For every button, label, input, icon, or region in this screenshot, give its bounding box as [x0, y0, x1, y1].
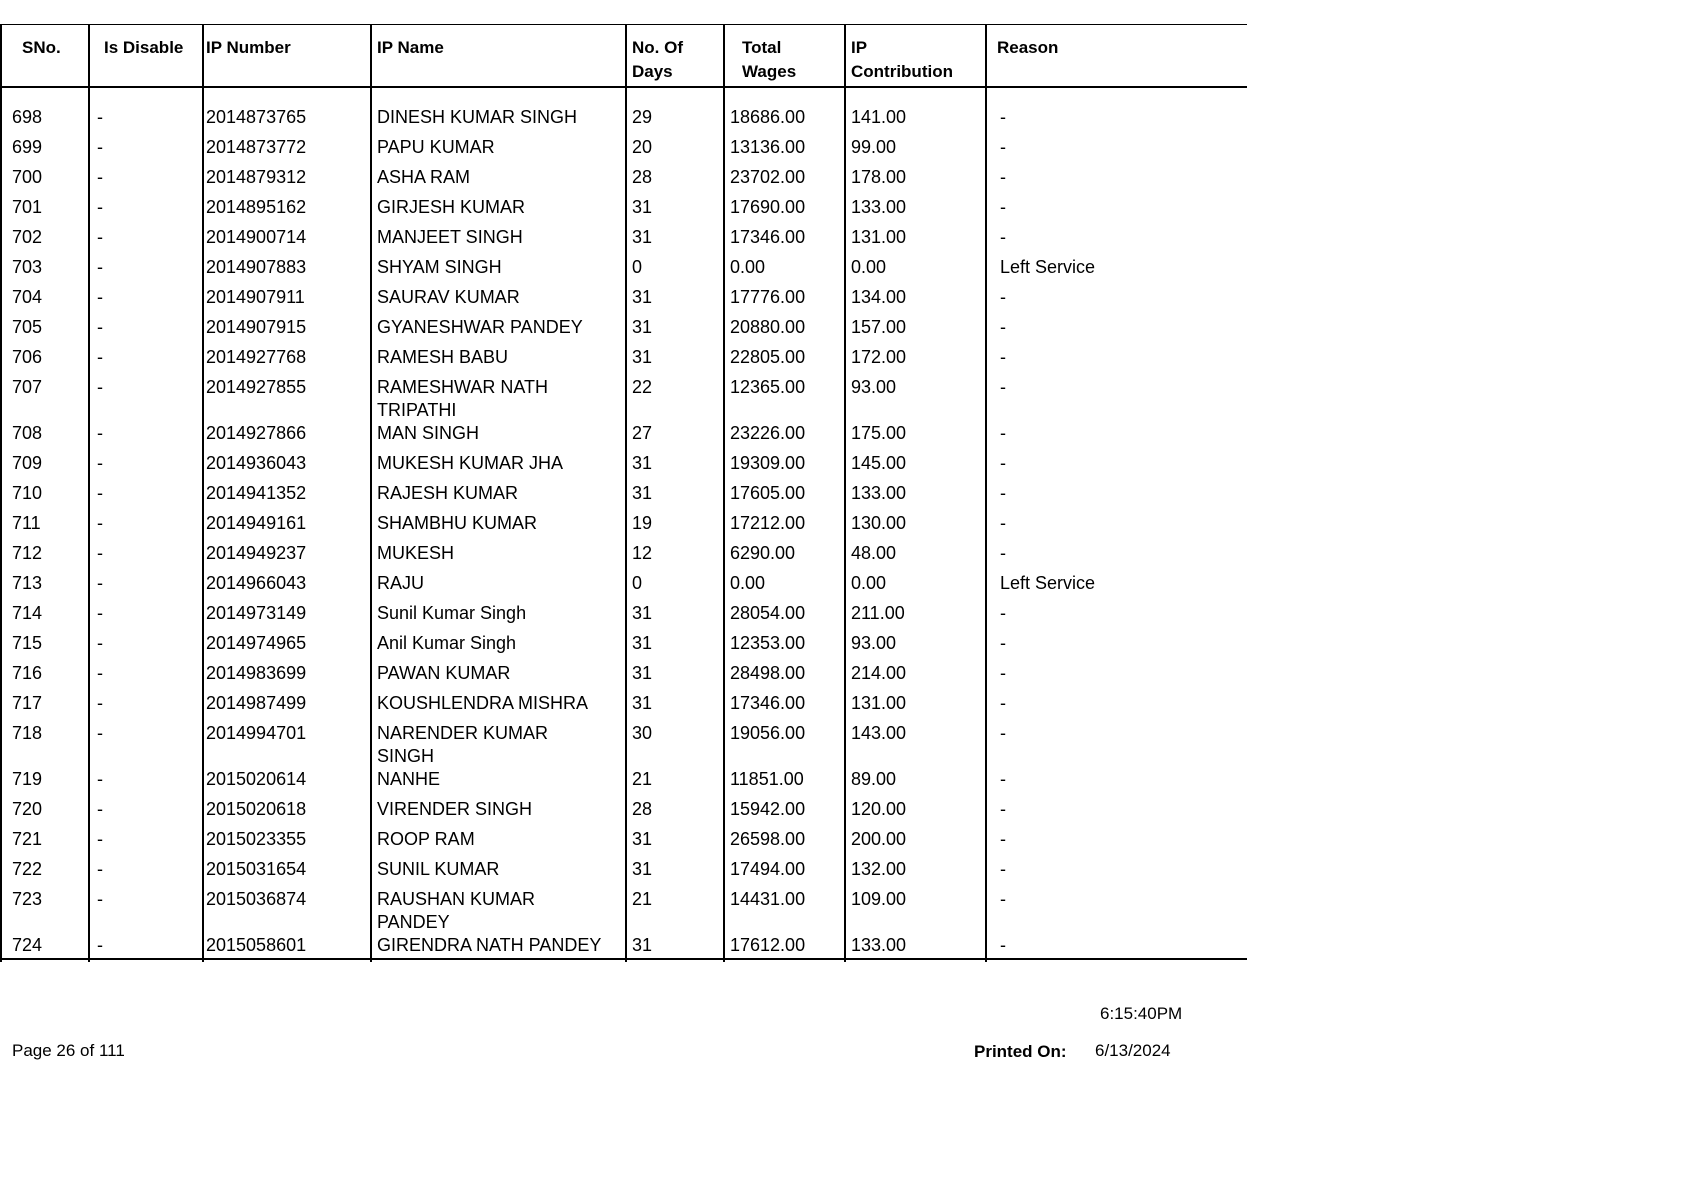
cell-reason: Left Service — [1000, 573, 1096, 593]
header-bottom-rule — [0, 86, 1247, 88]
print-time: 6:15:40PM — [1100, 1004, 1183, 1023]
cell-no-of-days: 22 — [632, 377, 653, 397]
cell-ip-contribution: 0.00 — [851, 573, 887, 593]
cell-reason: - — [1000, 633, 1006, 653]
cell-no-of-days: 31 — [632, 859, 653, 879]
cell-ip-contribution: 211.00 — [851, 603, 905, 623]
cell-total-wages: 17346.00 — [730, 693, 806, 713]
cell-total-wages: 0.00 — [730, 573, 766, 593]
cell-sno: 709 — [12, 453, 43, 473]
cell-ip-number: 2014879312 — [206, 167, 307, 187]
cell-ip-name: Anil Kumar Singh — [377, 633, 517, 653]
cell-ip-number: 2015020614 — [206, 769, 307, 789]
cell-total-wages: 26598.00 — [730, 829, 806, 849]
cell-reason: - — [1000, 769, 1006, 789]
cell-total-wages: 14431.00 — [730, 889, 806, 909]
cell-is-disable: - — [97, 377, 103, 397]
cell-ip-contribution: 134.00 — [851, 287, 907, 307]
cell-ip-number: 2014973149 — [206, 603, 307, 623]
cell-is-disable: - — [97, 859, 103, 879]
cell-sno: 724 — [12, 935, 43, 955]
cell-ip-number: 2014907911 — [206, 287, 305, 307]
cell-is-disable: - — [97, 167, 103, 187]
cell-reason: - — [1000, 483, 1006, 503]
cell-sno: 700 — [12, 167, 43, 187]
cell-no-of-days: 31 — [632, 453, 653, 473]
cell-ip-number: 2014949161 — [206, 513, 307, 533]
cell-no-of-days: 31 — [632, 287, 653, 307]
cell-reason: - — [1000, 197, 1006, 217]
cell-ip-name: SHYAM SINGH — [377, 257, 502, 277]
cell-total-wages: 11851.00 — [730, 769, 804, 789]
cell-ip-number: 2014983699 — [206, 663, 307, 683]
cell-is-disable: - — [97, 227, 103, 247]
column-divider — [88, 24, 90, 962]
cell-no-of-days: 31 — [632, 935, 653, 955]
cell-ip-contribution: 48.00 — [851, 543, 897, 563]
header-no-of-days — [632, 36, 683, 84]
cell-is-disable: - — [97, 603, 103, 623]
cell-ip-number: 2014941352 — [206, 483, 307, 503]
cell-ip-number: 2014927855 — [206, 377, 307, 397]
cell-total-wages: 23702.00 — [730, 167, 806, 187]
cell-ip-number: 2014974965 — [206, 633, 307, 653]
cell-ip-contribution: 133.00 — [851, 935, 907, 955]
column-divider — [202, 24, 204, 962]
cell-is-disable: - — [97, 137, 103, 157]
cell-no-of-days: 29 — [632, 107, 653, 127]
cell-no-of-days: 31 — [632, 829, 653, 849]
cell-no-of-days: 31 — [632, 197, 653, 217]
cell-is-disable: - — [97, 935, 103, 955]
cell-ip-name: MUKESH — [377, 543, 455, 563]
cell-is-disable: - — [97, 257, 103, 277]
header-sno: SNo. — [22, 38, 61, 57]
printed-on-date: 6/13/2024 — [1095, 1041, 1171, 1060]
cell-reason: - — [1000, 317, 1006, 337]
cell-sno: 703 — [12, 257, 43, 277]
cell-no-of-days: 20 — [632, 137, 653, 157]
cell-ip-number: 2014994701 — [206, 723, 307, 743]
cell-no-of-days: 31 — [632, 603, 653, 623]
cell-sno: 719 — [12, 769, 43, 789]
cell-ip-number: 2014936043 — [206, 453, 307, 473]
cell-ip-name: VIRENDER SINGH — [377, 799, 533, 819]
cell-ip-contribution: 145.00 — [851, 453, 907, 473]
cell-total-wages: 0.00 — [730, 257, 766, 277]
cell-ip-number: 2015031654 — [206, 859, 307, 879]
cell-is-disable: - — [97, 317, 103, 337]
cell-ip-name: RAMESH BABU — [377, 347, 509, 367]
cell-sno: 705 — [12, 317, 43, 337]
cell-ip-number: 2014966043 — [206, 573, 307, 593]
cell-is-disable: - — [97, 663, 103, 683]
cell-ip-name: GIRJESH KUMAR — [377, 197, 526, 217]
cell-sno: 710 — [12, 483, 43, 503]
cell-ip-name: MANJEET SINGH — [377, 227, 523, 247]
cell-ip-contribution: 130.00 — [851, 513, 907, 533]
column-divider — [625, 24, 627, 962]
cell-ip-number: 2014927866 — [206, 423, 307, 443]
cell-sno: 718 — [12, 723, 43, 743]
cell-reason: - — [1000, 859, 1006, 879]
cell-reason: - — [1000, 347, 1006, 367]
cell-ip-contribution: 89.00 — [851, 769, 897, 789]
cell-ip-number: 2015036874 — [206, 889, 307, 909]
cell-reason: - — [1000, 723, 1006, 743]
header-ip-contribution-line1: IP — [851, 38, 868, 57]
cell-is-disable: - — [97, 197, 103, 217]
cell-is-disable: - — [97, 423, 103, 443]
column-divider — [985, 24, 987, 962]
cell-reason: - — [1000, 107, 1006, 127]
cell-reason: - — [1000, 603, 1006, 623]
cell-total-wages: 17212.00 — [730, 513, 806, 533]
cell-sno: 715 — [12, 633, 43, 653]
cell-ip-contribution: 132.00 — [851, 859, 907, 879]
cell-total-wages: 17776.00 — [730, 287, 806, 307]
cell-ip-name: SAURAV KUMAR — [377, 287, 520, 307]
cell-ip-name: RAUSHAN KUMAR PANDEY — [377, 889, 536, 932]
cell-is-disable: - — [97, 107, 103, 127]
cell-ip-number: 2015058601 — [206, 935, 307, 955]
cell-sno: 701 — [12, 197, 43, 217]
cell-is-disable: - — [97, 829, 103, 849]
cell-is-disable: - — [97, 723, 103, 743]
cell-ip-number: 2014927768 — [206, 347, 307, 367]
cell-ip-contribution: 93.00 — [851, 633, 897, 653]
cell-total-wages: 17346.00 — [730, 227, 806, 247]
cell-sno: 711 — [12, 513, 41, 533]
cell-no-of-days: 31 — [632, 663, 653, 683]
cell-sno: 712 — [12, 543, 43, 563]
cell-ip-contribution: 178.00 — [851, 167, 907, 187]
cell-is-disable: - — [97, 889, 103, 909]
cell-no-of-days: 28 — [632, 799, 653, 819]
cell-ip-name: Sunil Kumar Singh — [377, 603, 527, 623]
cell-is-disable: - — [97, 453, 103, 473]
cell-reason: - — [1000, 513, 1006, 533]
cell-is-disable: - — [97, 483, 103, 503]
cell-ip-contribution: 131.00 — [851, 693, 907, 713]
cell-reason: - — [1000, 423, 1006, 443]
cell-ip-contribution: 99.00 — [851, 137, 897, 157]
cell-ip-name: PAWAN KUMAR — [377, 663, 511, 683]
cell-ip-contribution: 133.00 — [851, 483, 907, 503]
cell-sno: 702 — [12, 227, 43, 247]
cell-total-wages: 17690.00 — [730, 197, 806, 217]
cell-ip-number: 2014907915 — [206, 317, 307, 337]
cell-no-of-days: 21 — [632, 889, 653, 909]
cell-total-wages: 19309.00 — [730, 453, 806, 473]
cell-ip-name: PAPU KUMAR — [377, 137, 495, 157]
cell-ip-name: NANHE — [377, 769, 441, 789]
header-total-wages — [742, 36, 796, 84]
cell-ip-name: MUKESH KUMAR JHA — [377, 453, 564, 473]
cell-ip-name: GYANESHWAR PANDEY — [377, 317, 583, 337]
cell-ip-number: 2015020618 — [206, 799, 307, 819]
cell-reason: Left Service — [1000, 257, 1096, 277]
cell-ip-name: ASHA RAM — [377, 167, 471, 187]
cell-is-disable: - — [97, 693, 103, 713]
header-ip-name: IP Name — [377, 38, 444, 57]
cell-reason: - — [1000, 287, 1006, 307]
cell-no-of-days: 28 — [632, 167, 653, 187]
cell-reason: - — [1000, 935, 1006, 955]
cell-ip-name: GIRENDRA NATH PANDEY — [377, 935, 602, 955]
cell-ip-contribution: 200.00 — [851, 829, 907, 849]
cell-ip-contribution: 131.00 — [851, 227, 907, 247]
cell-reason: - — [1000, 799, 1006, 819]
cell-sno: 699 — [12, 137, 43, 157]
header-reason: Reason — [997, 38, 1059, 57]
cell-ip-contribution: 157.00 — [851, 317, 907, 337]
cell-ip-contribution: 120.00 — [851, 799, 907, 819]
cell-ip-name: NARENDER KUMAR SINGH — [377, 723, 549, 766]
cell-ip-name: RAMESHWAR NATH TRIPATHI — [377, 377, 548, 420]
cell-total-wages: 28498.00 — [730, 663, 806, 683]
cell-reason: - — [1000, 227, 1006, 247]
cell-ip-number: 2014987499 — [206, 693, 307, 713]
cell-ip-contribution: 175.00 — [851, 423, 907, 443]
header-ip-number: IP Number — [206, 38, 291, 57]
cell-ip-name: SUNIL KUMAR — [377, 859, 500, 879]
cell-ip-name: SHAMBHU KUMAR — [377, 513, 538, 533]
header-total-wages-line1: Total — [742, 38, 782, 57]
cell-sno: 721 — [12, 829, 43, 849]
cell-sno: 698 — [12, 107, 43, 127]
cell-sno: 720 — [12, 799, 43, 819]
header-is-disable: Is Disable — [104, 38, 184, 57]
cell-ip-number: 2015023355 — [206, 829, 307, 849]
cell-reason: - — [1000, 889, 1006, 909]
cell-ip-contribution: 109.00 — [851, 889, 907, 909]
column-divider — [370, 24, 372, 962]
cell-sno: 704 — [12, 287, 43, 307]
cell-is-disable: - — [97, 287, 103, 307]
header-ip-contribution — [851, 36, 953, 84]
cell-is-disable: - — [97, 633, 103, 653]
cell-reason: - — [1000, 167, 1006, 187]
cell-no-of-days: 31 — [632, 483, 653, 503]
cell-reason: - — [1000, 543, 1006, 563]
cell-ip-number: 2014895162 — [206, 197, 307, 217]
cell-ip-name: KOUSHLENDRA MISHRA — [377, 693, 589, 713]
cell-total-wages: 19056.00 — [730, 723, 806, 743]
cell-ip-contribution: 214.00 — [851, 663, 907, 683]
cell-total-wages: 18686.00 — [730, 107, 806, 127]
cell-ip-name: RAJESH KUMAR — [377, 483, 519, 503]
cell-sno: 717 — [12, 693, 43, 713]
cell-ip-number: 2014873765 — [206, 107, 307, 127]
cell-total-wages: 22805.00 — [730, 347, 806, 367]
cell-is-disable: - — [97, 769, 103, 789]
column-divider — [844, 24, 846, 962]
cell-total-wages: 23226.00 — [730, 423, 806, 443]
cell-ip-name: RAJU — [377, 573, 425, 593]
cell-ip-number: 2014873772 — [206, 137, 307, 157]
cell-no-of-days: 19 — [632, 513, 653, 533]
cell-reason: - — [1000, 377, 1006, 397]
cell-is-disable: - — [97, 573, 103, 593]
cell-ip-name: DINESH KUMAR SINGH — [377, 107, 578, 127]
cell-reason: - — [1000, 829, 1006, 849]
cell-sno: 713 — [12, 573, 43, 593]
header-ip-contribution-line2: Contribution — [851, 62, 953, 81]
cell-ip-contribution: 172.00 — [851, 347, 907, 367]
cell-reason: - — [1000, 137, 1006, 157]
cell-sno: 714 — [12, 603, 43, 623]
cell-no-of-days: 21 — [632, 769, 653, 789]
column-divider — [723, 24, 725, 962]
cell-total-wages: 12353.00 — [730, 633, 806, 653]
table-bottom-rule — [0, 958, 1247, 960]
cell-total-wages: 17612.00 — [730, 935, 806, 955]
cell-ip-name: ROOP RAM — [377, 829, 475, 849]
cell-ip-number: 2014949237 — [206, 543, 307, 563]
cell-is-disable: - — [97, 513, 103, 533]
cell-total-wages: 28054.00 — [730, 603, 806, 623]
header-no-of-days-line2: Days — [632, 62, 673, 81]
cell-total-wages: 17494.00 — [730, 859, 806, 879]
cell-total-wages: 13136.00 — [730, 137, 806, 157]
cell-no-of-days: 31 — [632, 317, 653, 337]
cell-sno: 707 — [12, 377, 43, 397]
cell-total-wages: 15942.00 — [730, 799, 806, 819]
cell-no-of-days: 31 — [632, 227, 653, 247]
cell-ip-number: 2014907883 — [206, 257, 307, 277]
cell-ip-contribution: 93.00 — [851, 377, 897, 397]
header-total-wages-line2: Wages — [742, 62, 797, 81]
cell-no-of-days: 31 — [632, 693, 653, 713]
cell-no-of-days: 0 — [632, 573, 643, 593]
cell-reason: - — [1000, 663, 1006, 683]
page-number: Page 26 of 111 — [12, 1041, 125, 1060]
cell-sno: 716 — [12, 663, 43, 683]
cell-reason: - — [1000, 453, 1006, 473]
ip-contribution-table — [0, 24, 1247, 962]
cell-total-wages: 17605.00 — [730, 483, 806, 503]
cell-reason: - — [1000, 693, 1006, 713]
cell-no-of-days: 30 — [632, 723, 653, 743]
cell-ip-number: 2014900714 — [206, 227, 307, 247]
cell-ip-name: MAN SINGH — [377, 423, 480, 443]
cell-no-of-days: 27 — [632, 423, 653, 443]
cell-is-disable: - — [97, 543, 103, 563]
cell-total-wages: 20880.00 — [730, 317, 806, 337]
table-top-rule — [0, 24, 1247, 25]
cell-ip-contribution: 143.00 — [851, 723, 907, 743]
cell-no-of-days: 31 — [632, 633, 653, 653]
cell-sno: 723 — [12, 889, 43, 909]
cell-ip-contribution: 0.00 — [851, 257, 887, 277]
cell-ip-contribution: 141.00 — [851, 107, 907, 127]
cell-no-of-days: 31 — [632, 347, 653, 367]
cell-no-of-days: 0 — [632, 257, 643, 277]
cell-sno: 722 — [12, 859, 43, 879]
cell-total-wages: 6290.00 — [730, 543, 796, 563]
column-divider — [0, 24, 2, 962]
printed-on-label: Printed On: — [974, 1042, 1067, 1061]
cell-is-disable: - — [97, 799, 103, 819]
cell-total-wages: 12365.00 — [730, 377, 806, 397]
cell-sno: 708 — [12, 423, 43, 443]
cell-sno: 706 — [12, 347, 43, 367]
header-no-of-days-line1: No. Of — [632, 38, 683, 57]
cell-no-of-days: 12 — [632, 543, 653, 563]
cell-ip-contribution: 133.00 — [851, 197, 907, 217]
cell-is-disable: - — [97, 347, 103, 367]
